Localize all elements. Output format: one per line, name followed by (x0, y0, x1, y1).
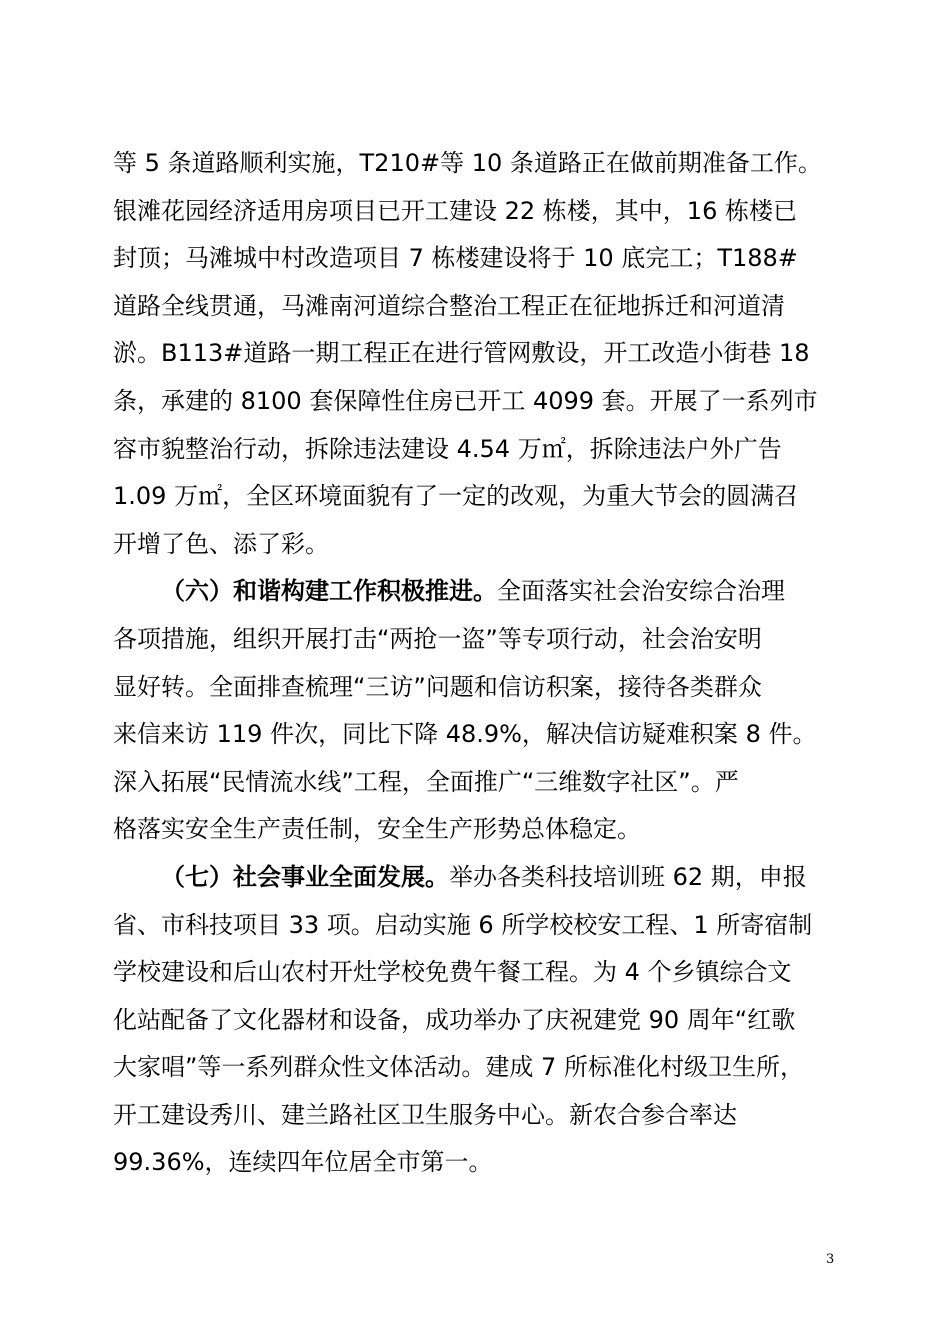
section-heading-6: （六）和谐构建工作积极推进。 (161, 577, 497, 606)
section-first-line-7 (113, 854, 837, 902)
text-line: 格落实安全生产责任制，安全生产形势总体稳定。 (113, 815, 641, 844)
text-line: 银滩花园经济适用房项目已开工建设 22 栋楼，其中，16 栋楼已 (113, 196, 797, 225)
text-line: 省、市科技项目 33 项。启动实施 6 所学校校安工程、1 所寄宿制 (113, 910, 813, 939)
text-line: 化站配备了文化器材和设备，成功举办了庆祝建党 90 周年“红歌 (113, 1005, 796, 1034)
text-line: 深入拓展“民情流水线”工程，全面推广“三维数字社区”。严 (113, 767, 739, 796)
text-line: 开增了色、添了彩。 (113, 529, 329, 558)
text-line: 来信来访 119 件次，同比下降 48.9%，解决信访疑难积案 8 件。 (113, 720, 817, 749)
text-line: 显好转。全面排查梳理“三访”问题和信访积案，接待各类群众 (113, 672, 762, 701)
body-text (113, 140, 837, 1187)
text-line: 容市貌整治行动，拆除违法建设 4.54 万㎡，拆除违法户外广告 (113, 434, 782, 463)
text-run: 举办各类科技培训班 62 期，申报 (449, 862, 807, 891)
section-first-line-6 (113, 568, 837, 616)
text-line: 99.36%，连续四年位居全市第一。 (113, 1148, 493, 1177)
text-line: 等 5 条道路顺利实施，T210#等 10 条道路正在做前期准备工作。 (113, 149, 822, 177)
section-heading-7: （七）社会事业全面发展。 (161, 862, 449, 891)
text-run: 全面落实社会治安综合治理 (497, 577, 785, 606)
text-line: 淤。B113#道路一期工程正在进行管网敷设，开工改造小街巷 18 (113, 339, 810, 368)
text-line: 道路全线贯通，马滩南河道综合整治工程正在征地拆迁和河道清 (113, 291, 785, 320)
text-line: 1.09 万㎡，全区环境面貌有了一定的改观，为重大节会的圆满召 (113, 482, 799, 511)
page-number: 3 (826, 1252, 835, 1267)
text-line: 学校建设和后山农村开灶学校免费午餐工程。为 4 个乡镇综合文 (113, 958, 792, 987)
text-line: 条，承建的 8100 套保障性住房已开工 4099 套。开展了一系列市 (113, 386, 818, 415)
text-line: 封顶；马滩城中村改造项目 7 栋楼建设将于 10 底完工；T188# (113, 244, 798, 273)
text-line: 大家唱”等一系列群众性文体活动。建成 7 所标准化村级卫生所， (113, 1053, 804, 1082)
text-line: 各项措施，组织开展打击“两抢一盗”等专项行动，社会治安明 (113, 624, 762, 653)
text-line: 开工建设秀川、建兰路社区卫生服务中心。新农合参合率达 (113, 1100, 737, 1129)
